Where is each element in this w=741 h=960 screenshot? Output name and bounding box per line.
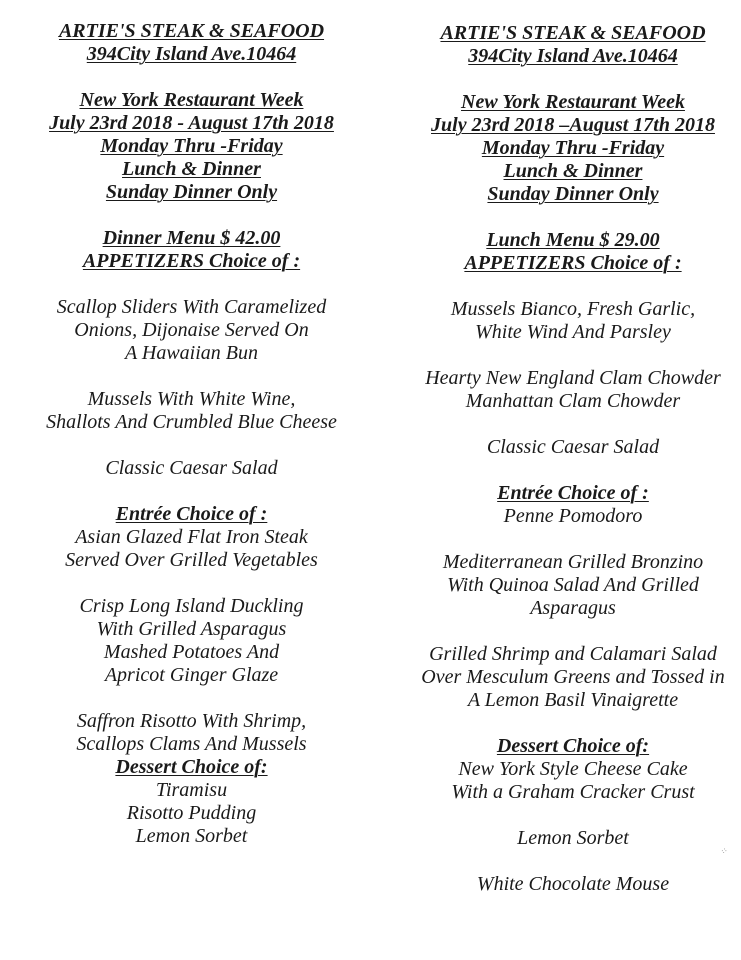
entree-item: Scallops Clams And Mussels bbox=[76, 733, 307, 755]
appetizers-heading: APPETIZERS Choice of : bbox=[464, 252, 682, 274]
entree-item: Crisp Long Island Duckling bbox=[79, 595, 304, 617]
restaurant-name: ARTIE'S STEAK & SEAFOOD bbox=[440, 22, 706, 44]
entree-item: A Lemon Basil Vinaigrette bbox=[467, 689, 679, 711]
menu-title: Lunch Menu $ 29.00 bbox=[486, 229, 660, 251]
event-title: New York Restaurant Week bbox=[79, 89, 304, 111]
entree-item: Mashed Potatoes And bbox=[103, 641, 280, 663]
event-days: Monday Thru -Friday bbox=[481, 137, 665, 159]
event-dates: July 23rd 2018 –August 17th 2018 bbox=[431, 114, 715, 136]
entree-item: Grilled Shrimp and Calamari Salad bbox=[429, 643, 717, 665]
sunday-note: Sunday Dinner Only bbox=[487, 183, 659, 205]
dessert-item: New York Style Cheese Cake bbox=[458, 758, 688, 780]
dessert-item: Tiramisu bbox=[155, 779, 228, 801]
restaurant-address: 394City Island Ave.10464 bbox=[468, 45, 678, 67]
entree-item: Asparagus bbox=[530, 597, 616, 619]
sunday-note: Sunday Dinner Only bbox=[105, 181, 278, 203]
dessert-item: With a Graham Cracker Crust bbox=[451, 781, 695, 803]
entree-item: With Quinoa Salad And Grilled bbox=[447, 574, 699, 596]
dessert-item: Risotto Pudding bbox=[126, 802, 257, 824]
dessert-item: White Chocolate Mouse bbox=[476, 873, 670, 895]
dessert-heading: Dessert Choice of: bbox=[496, 735, 650, 757]
restaurant-name: ARTIE'S STEAK & SEAFOOD bbox=[58, 20, 325, 42]
entree-item: Served Over Grilled Vegetables bbox=[65, 549, 318, 571]
entree-item: Mediterranean Grilled Bronzino bbox=[442, 551, 704, 573]
appetizer-item: A Hawaiian Bun bbox=[125, 342, 258, 364]
entree-item: Saffron Risotto With Shrimp, bbox=[76, 710, 307, 732]
entree-item: With Grilled Asparagus bbox=[96, 618, 287, 640]
event-title: New York Restaurant Week bbox=[461, 91, 685, 113]
appetizer-item: White Wind And Parsley bbox=[475, 321, 671, 343]
appetizer-item: Onions, Dijonaise Served On bbox=[74, 319, 309, 341]
appetizer-item: Shallots And Crumbled Blue Cheese bbox=[46, 411, 337, 433]
dessert-item: Lemon Sorbet bbox=[517, 827, 629, 849]
appetizer-item: Classic Caesar Salad bbox=[105, 457, 278, 479]
dessert-heading: Dessert Choice of: bbox=[115, 756, 268, 778]
appetizer-item: Mussels Bianco, Fresh Garlic, bbox=[450, 298, 696, 320]
appetizer-item: Manhattan Clam Chowder bbox=[465, 390, 681, 412]
entree-item: Asian Glazed Flat Iron Steak bbox=[75, 526, 308, 548]
appetizer-item: Hearty New England Clam Chowder bbox=[425, 367, 721, 389]
entree-item: Penne Pomodoro bbox=[503, 505, 643, 527]
appetizers-heading: APPETIZERS Choice of : bbox=[82, 250, 301, 272]
event-days: Monday Thru -Friday bbox=[100, 135, 283, 157]
event-dates: July 23rd 2018 - August 17th 2018 bbox=[49, 112, 334, 134]
appetizer-item: Mussels With White Wine, bbox=[87, 388, 296, 410]
appetizer-item: Scallop Sliders With Caramelized bbox=[56, 296, 327, 318]
menu-title: Dinner Menu $ 42.00 bbox=[102, 227, 281, 249]
entree-item: Apricot Ginger Glaze bbox=[104, 664, 279, 686]
entree-heading: Entrée Choice of : bbox=[497, 482, 649, 504]
entree-heading: Entrée Choice of : bbox=[115, 503, 268, 525]
dessert-item: Lemon Sorbet bbox=[135, 825, 248, 847]
scan-speck: ⁘ bbox=[719, 846, 727, 856]
event-meals: Lunch & Dinner bbox=[122, 158, 261, 180]
event-meals: Lunch & Dinner bbox=[503, 160, 643, 182]
entree-item: Over Mesculum Greens and Tossed in bbox=[421, 666, 725, 688]
appetizer-item: Classic Caesar Salad bbox=[486, 436, 660, 458]
restaurant-address: 394City Island Ave.10464 bbox=[86, 43, 297, 65]
